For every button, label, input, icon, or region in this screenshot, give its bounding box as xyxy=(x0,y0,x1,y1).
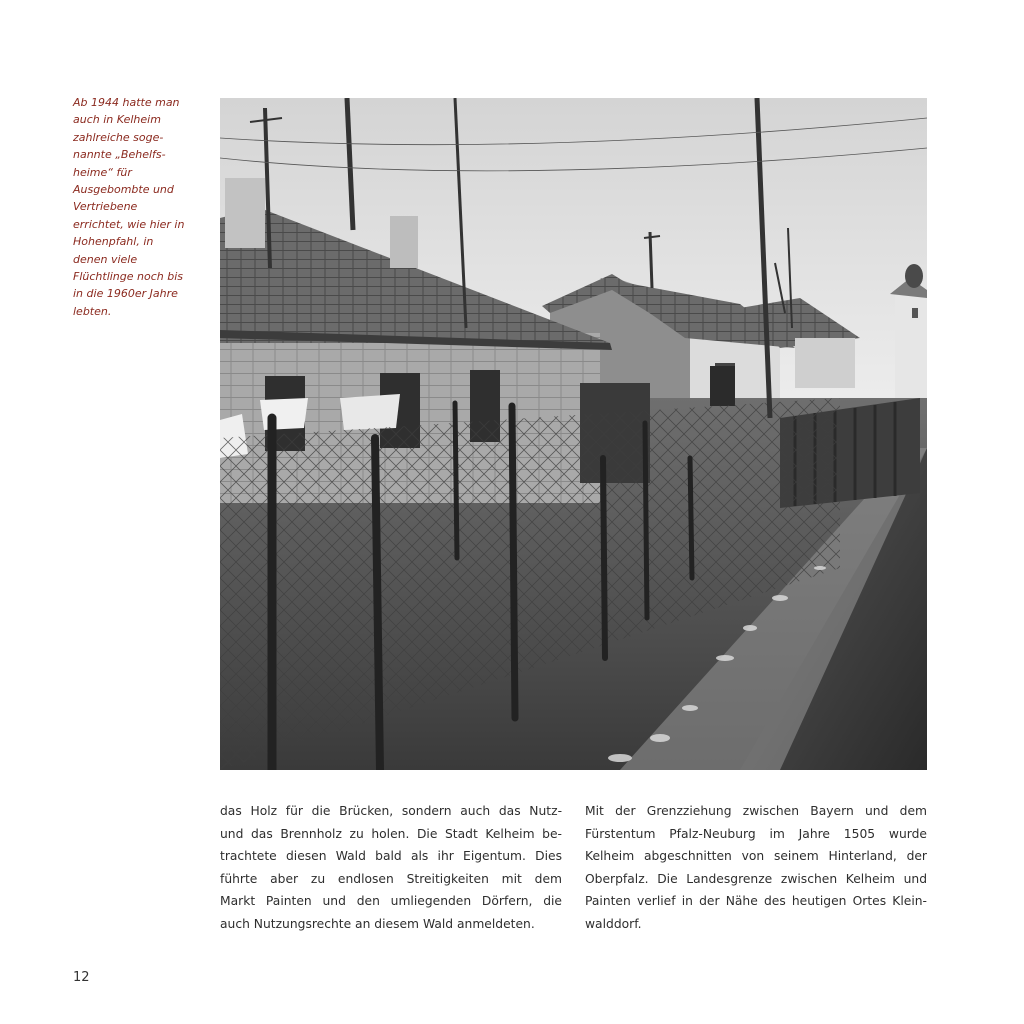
text-line: das Holz für die Brücken, sondern auch das Nutz- xyxy=(220,804,562,818)
historical-photo xyxy=(220,98,927,770)
caption-line: heime“ für xyxy=(73,165,132,179)
caption-line: zahlreiche soge- xyxy=(73,130,164,144)
text-line: trachtete diesen Wald bald als ihr Eigentum. Dies xyxy=(220,849,562,864)
caption-line: Vertriebene xyxy=(73,200,138,214)
text-line: Oberpfalz. Die Landesgrenze zwischen Kelheim und xyxy=(585,871,927,886)
text-line: führte aber zu endlosen Streitigkeiten mit dem xyxy=(220,871,562,886)
photo-caption xyxy=(73,94,203,320)
caption-line: auch in Kelheim xyxy=(73,113,161,127)
body-text-right-column xyxy=(585,800,927,936)
caption-line: denen viele xyxy=(73,252,138,266)
caption-line: Hohenpfahl, in xyxy=(73,235,154,249)
text-line: Fürstentum Pfalz-Neuburg im Jahre 1505 wurde xyxy=(585,826,927,841)
caption-line: errichtet, wie hier in xyxy=(73,217,185,231)
caption-line: Ausgebombte und xyxy=(73,183,174,197)
text-line: auch Nutzungsrechte an diesem Wald anmeldeten. xyxy=(220,916,535,931)
text-line: Kelheim abgeschnitten von seinem Hinterland, der xyxy=(585,849,927,864)
text-line: walddorf. xyxy=(585,916,642,931)
text-line: Mit der Grenzziehung zwischen Bayern und dem xyxy=(585,804,927,818)
caption-line: Flüchtlinge noch bis xyxy=(73,270,184,284)
page-number: 12 xyxy=(73,970,90,985)
caption-line: lebten. xyxy=(73,304,112,318)
body-text-left-column xyxy=(220,800,562,936)
caption-line: nannte „Behelfs- xyxy=(73,148,166,162)
text-line: Markt Painten und den umliegenden Dörfern, die xyxy=(220,894,562,909)
text-line: Painten verlief in der Nähe des heutigen Ortes Klein- xyxy=(585,894,927,909)
caption-line: in die 1960er Jahre xyxy=(73,287,178,301)
caption-line: Ab 1944 hatte man xyxy=(73,96,180,109)
text-line: und das Brennholz zu holen. Die Stadt Kelheim be- xyxy=(220,826,562,841)
